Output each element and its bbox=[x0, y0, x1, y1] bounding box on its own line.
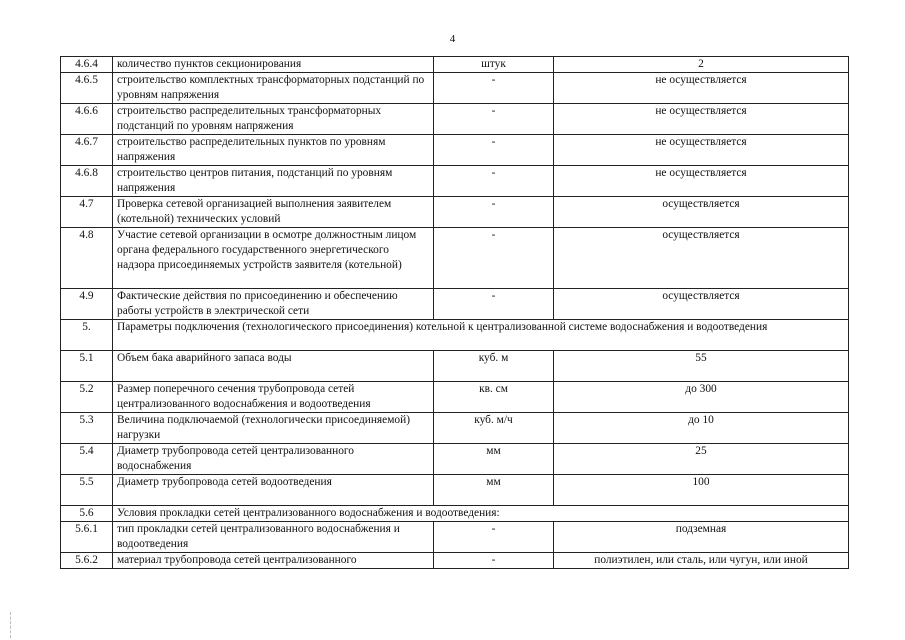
parameters-table bbox=[60, 56, 849, 569]
parameter-value: осуществляется bbox=[554, 289, 849, 320]
row-number: 4.6.5 bbox=[61, 73, 113, 104]
parameter-description: Фактические действия по присоединению и обеспечению работы устройств в электрической сети bbox=[113, 289, 434, 320]
parameter-value: 55 bbox=[554, 351, 849, 382]
parameter-value: не осуществляется bbox=[554, 135, 849, 166]
table-row bbox=[61, 166, 849, 197]
parameter-unit: кв. см bbox=[434, 382, 554, 413]
parameter-value: не осуществляется bbox=[554, 104, 849, 135]
parameter-value: осуществляется bbox=[554, 228, 849, 289]
table-row bbox=[61, 135, 849, 166]
parameter-description: Величина подключаемой (технологически присоединяемой) нагрузки bbox=[113, 413, 434, 444]
table-row bbox=[61, 506, 849, 522]
table-row bbox=[61, 289, 849, 320]
parameter-unit: - bbox=[434, 522, 554, 553]
parameter-description: тип прокладки сетей централизованного водоснабжения и водоотведения bbox=[113, 522, 434, 553]
row-number: 4.6.8 bbox=[61, 166, 113, 197]
table-row bbox=[61, 228, 849, 289]
row-number: 5.2 bbox=[61, 382, 113, 413]
section-heading: Условия прокладки сетей централизованного водоснабжения и водоотведения: bbox=[113, 506, 849, 522]
section-heading: Параметры подключения (технологического присоединения) котельной к централизованной системе водоснабжения и водоотведения bbox=[113, 320, 849, 351]
row-number: 5.4 bbox=[61, 444, 113, 475]
parameter-description: строительство распределительных пунктов по уровням напряжения bbox=[113, 135, 434, 166]
row-number: 5.3 bbox=[61, 413, 113, 444]
row-number: 5.1 bbox=[61, 351, 113, 382]
parameter-description: Проверка сетевой организацией выполнения заявителем (котельной) технических условий bbox=[113, 197, 434, 228]
parameter-value: осуществляется bbox=[554, 197, 849, 228]
table-row bbox=[61, 320, 849, 351]
parameter-unit: куб. м bbox=[434, 351, 554, 382]
row-number: 4.8 bbox=[61, 228, 113, 289]
parameter-unit: - bbox=[434, 166, 554, 197]
row-number: 4.6.7 bbox=[61, 135, 113, 166]
parameter-value: 25 bbox=[554, 444, 849, 475]
parameter-unit: куб. м/ч bbox=[434, 413, 554, 444]
parameter-unit: мм bbox=[434, 444, 554, 475]
parameter-value: не осуществляется bbox=[554, 166, 849, 197]
row-number: 4.9 bbox=[61, 289, 113, 320]
parameter-unit: мм bbox=[434, 475, 554, 506]
parameter-value: до 10 bbox=[554, 413, 849, 444]
table-row bbox=[61, 57, 849, 73]
parameter-value: не осуществляется bbox=[554, 73, 849, 104]
table-row bbox=[61, 444, 849, 475]
parameter-unit: - bbox=[434, 289, 554, 320]
parameter-description: Участие сетевой организации в осмотре должностным лицом органа федерального государственного энергетического надзора присоединяемых устройств заявителя (котельной) bbox=[113, 228, 434, 289]
table-row bbox=[61, 104, 849, 135]
parameter-value: до 300 bbox=[554, 382, 849, 413]
table-row bbox=[61, 351, 849, 382]
table-row bbox=[61, 382, 849, 413]
parameter-description: строительство центров питания, подстанций по уровням напряжения bbox=[113, 166, 434, 197]
row-number: 5.6 bbox=[61, 506, 113, 522]
table-row bbox=[61, 475, 849, 506]
table-row bbox=[61, 553, 849, 569]
parameters-table-body bbox=[61, 57, 849, 569]
table-row bbox=[61, 73, 849, 104]
parameter-unit: - bbox=[434, 553, 554, 569]
parameter-description: Размер поперечного сечения трубопровода сетей централизованного водоснабжения и водоотведения bbox=[113, 382, 434, 413]
parameter-description: строительство распределительных трансформаторных подстанций по уровням напряжения bbox=[113, 104, 434, 135]
row-number: 4.7 bbox=[61, 197, 113, 228]
parameter-description: материал трубопровода сетей централизованного bbox=[113, 553, 434, 569]
parameter-description: количество пунктов секционирования bbox=[113, 57, 434, 73]
row-number: 5.5 bbox=[61, 475, 113, 506]
row-number: 4.6.4 bbox=[61, 57, 113, 73]
table-row bbox=[61, 522, 849, 553]
parameter-description: Диаметр трубопровода сетей водоотведения bbox=[113, 475, 434, 506]
parameter-unit: - bbox=[434, 104, 554, 135]
parameter-unit: - bbox=[434, 197, 554, 228]
row-number: 5.6.2 bbox=[61, 553, 113, 569]
row-number: 5. bbox=[61, 320, 113, 351]
parameter-description: строительство комплектных трансформаторных подстанций по уровням напряжения bbox=[113, 73, 434, 104]
parameter-description: Объем бака аварийного запаса воды bbox=[113, 351, 434, 382]
parameter-unit: штук bbox=[434, 57, 554, 73]
page-number: 4 bbox=[449, 33, 456, 45]
scan-artifact bbox=[10, 612, 12, 638]
row-number: 4.6.6 bbox=[61, 104, 113, 135]
parameter-value: 2 bbox=[554, 57, 849, 73]
parameter-value: полиэтилен, или сталь, или чугун, или иной bbox=[554, 553, 849, 569]
row-number: 5.6.1 bbox=[61, 522, 113, 553]
parameter-unit: - bbox=[434, 73, 554, 104]
parameter-value: 100 bbox=[554, 475, 849, 506]
parameter-value: подземная bbox=[554, 522, 849, 553]
parameter-unit: - bbox=[434, 228, 554, 289]
table-row bbox=[61, 413, 849, 444]
parameter-description: Диаметр трубопровода сетей централизованного водоснабжения bbox=[113, 444, 434, 475]
table-row bbox=[61, 197, 849, 228]
parameter-unit: - bbox=[434, 135, 554, 166]
